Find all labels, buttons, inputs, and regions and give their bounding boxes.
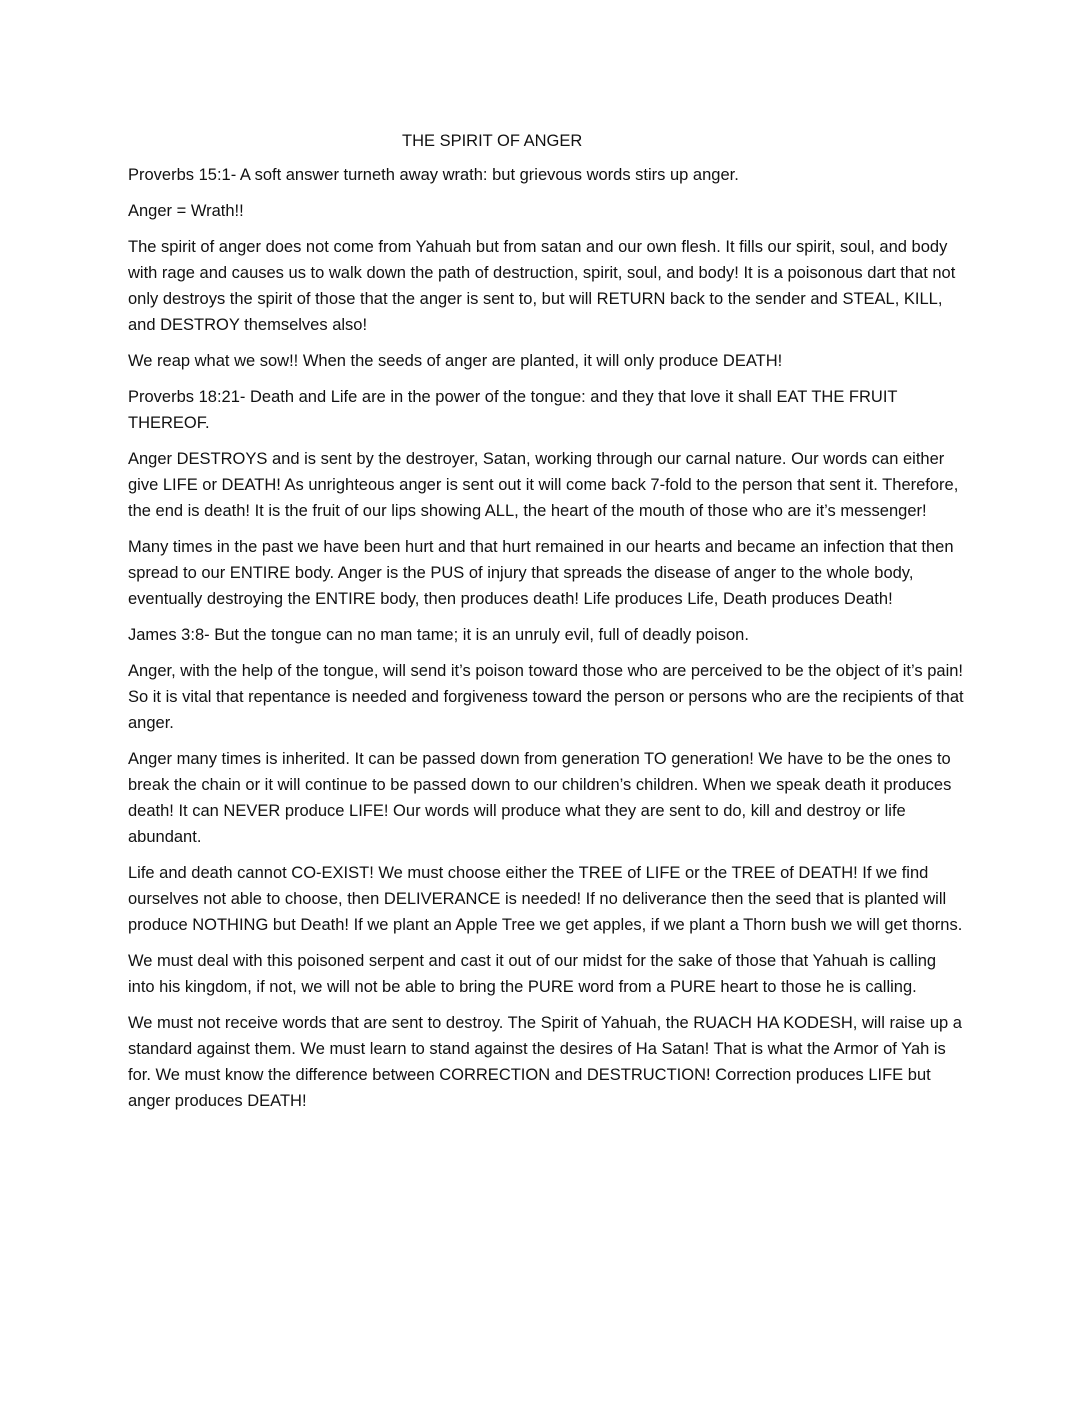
paragraph-hurt-remained: Many times in the past we have been hurt and that hurt remained in our hearts and became an infection that then spread to our ENTIRE body. Anger is the PUS of injury that spreads the disease of anger to the whole body, eventually destroying the ENTIRE body, then produces death! Life produces Life, Death produces Death!: [128, 538, 954, 608]
paragraph-james-3-8: James 3:8- But the tongue can no man tame; it is an unruly evil, full of deadly poison.: [128, 626, 749, 644]
paragraph-inherited: Anger many times is inherited. It can be passed down from generation TO generation! We have to be the ones to break the chain or it will continue to be passed down to our children’s children. When we speak death it produces death! It can NEVER produce LIFE! Our words will produce what they are sent to do, kill and destroy or life abundant.: [128, 750, 952, 846]
paragraph-spirit-of-anger: The spirit of anger does not come from Yahuah but from satan and our own flesh. It fills our spirit, soul, and body with rage and causes us to walk down the path of destruction, spirit, soul, and body! It is a poisonous dart that not only destroys the spirit of those that the anger is sent to, but will RETURN back to the sender and STEAL, KILL, and DESTROY themselves also!: [128, 238, 956, 334]
document-title: THE SPIRIT OF ANGER: [402, 132, 583, 150]
paragraph-proverbs-18-21: Proverbs 18:21- Death and Life are in the power of the tongue: and they that love it shall EAT THE FRUIT THEREOF.: [128, 388, 898, 432]
paragraph-poisoned-serpent: We must deal with this poisoned serpent and cast it out of our midst for the sake of those that Yahuah is calling into his kingdom, if not, we will not be able to bring the PURE word from a PURE heart to those he is calling.: [128, 952, 937, 996]
paragraph-co-exist: Life and death cannot CO-EXIST! We must choose either the TREE of LIFE or the TREE of DEATH! If we find ourselves not able to choose, then DELIVERANCE is needed! If no deliverance then the seed that is planted will produce NOTHING but Death! If we plant an Apple Tree we get apples, if we plant a Thorn bush we will get thorns.: [128, 864, 963, 934]
paragraph-receive-words: We must not receive words that are sent to destroy. The Spirit of Yahuah, the RUACH HA KODESH, will raise up a standard against them. We must learn to stand against the desires of Ha Satan! That is what the Armor of Yah is for. We must know the difference between CORRECTION and DESTRUCTION! Correction produces LIFE but anger produces DEATH!: [128, 1014, 962, 1110]
paragraph-anger-destroys: Anger DESTROYS and is sent by the destroyer, Satan, working through our carnal nature. Our words can either give LIFE or DEATH! As unrighteous anger is sent out it will come back 7-fold to the person that sent it. Therefore, the end is death! It is the fruit of our lips showing ALL, the heart of the mouth of those who are it’s messenger!: [128, 450, 959, 520]
paragraph-reap-what-we-sow: We reap what we sow!! When the seeds of anger are planted, it will only produce DEATH!: [128, 352, 783, 370]
paragraph-help-of-tongue: Anger, with the help of the tongue, will send it’s poison toward those who are perceived to be the object of it’s pain! So it is vital that repentance is needed and forgiveness toward the person or persons who are the recipients of that anger.: [128, 662, 964, 732]
document-body: [128, 128, 964, 1124]
paragraph-proverbs-15-1: Proverbs 15:1- A soft answer turneth away wrath: but grievous words stirs up anger.: [128, 166, 739, 184]
paragraph-anger-wrath: Anger = Wrath!!: [128, 202, 244, 220]
